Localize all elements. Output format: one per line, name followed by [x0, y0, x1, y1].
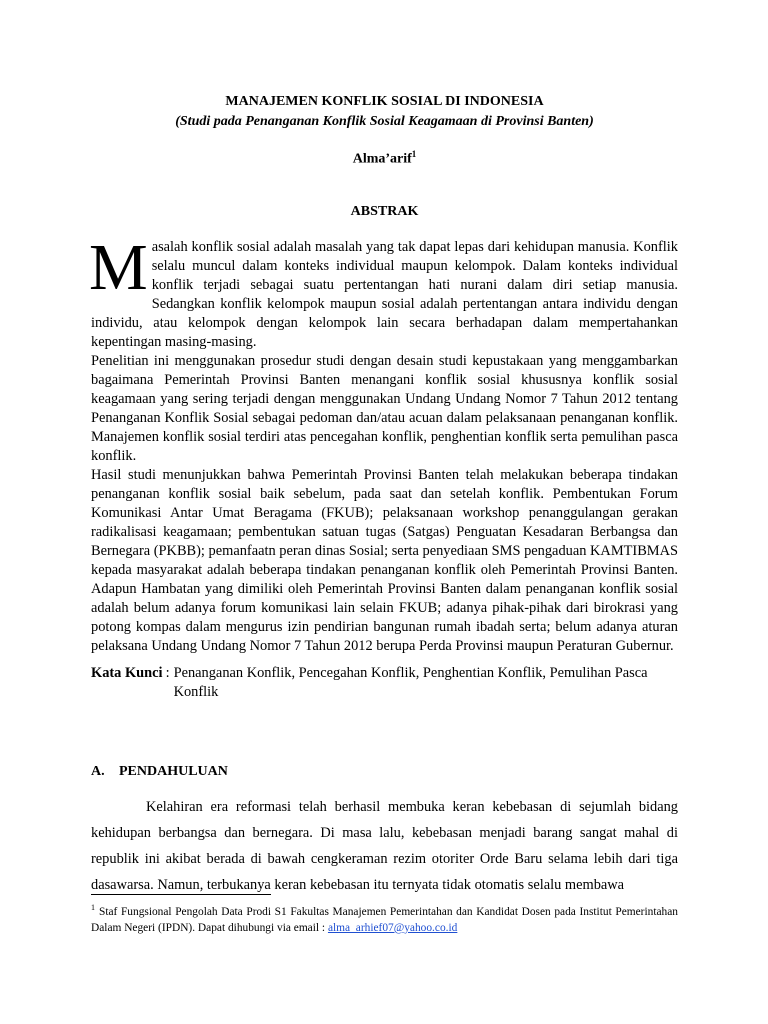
drop-cap: M	[89, 230, 148, 304]
keywords-separator: :	[165, 664, 170, 681]
abstract-paragraph-text: asalah konflik sosial adalah masalah yang tak dapat lepas dari kehidupan manusia. Konflik selalu muncul dalam konteks individual maupun kelompok. Dalam konteks individual konflik terjadi sebagai suatu pertentangan hati nurani dalam diri setiap manusia. Sedangkan konflik kelompok maupun sosial adalah pertentangan antara individu dengan individu, atau kelompok dengan kelompok lain secara berhadapan dalam mempertahankan kepentingan masing-masing.	[91, 238, 678, 350]
introduction-paragraph: Kelahiran era reformasi telah berhasil membuka keran kebebasan di sejumlah bidang kehidupan berbangsa dan bernegara. Di masa lalu, kebebasan menjadi barang sangat mahal di republik ini akibat berada di bawah cengkeraman rezim otoriter Orde Baru selama lebih dari tiga dasawarsa. Namun, terbukanya keran kebebasan itu ternyata tidak otomatis selalu membawa	[91, 798, 678, 893]
author-name	[91, 149, 678, 168]
section-number: A.	[91, 763, 105, 779]
keywords	[91, 664, 678, 702]
abstract-paragraph	[89, 230, 678, 352]
paper-subtitle: (Studi pada Penanganan Konflik Sosial Keagamaan di Provinsi Banten)	[175, 114, 594, 129]
author-text: Alma’arif	[352, 151, 412, 167]
author-footnote-mark: 1	[411, 149, 417, 159]
footnote-text: Staf Fungsional Pengolah Data Prodi S1 Fakultas Manajemen Pemerintahan dan Kandidat Dosen pada Institut Pemerintahan Dalam Negeri (IPDN). Dapat dihubungi via email :	[91, 905, 678, 934]
section-heading	[91, 764, 678, 780]
footnote-divider	[91, 894, 271, 895]
paper-title: MANAJEMEN KONFLIK SOSIAL DI INDONESIA	[225, 94, 544, 109]
footnote-mark: 1	[91, 903, 95, 912]
abstract-heading: ABSTRAK	[350, 203, 419, 219]
abstract-paragraph: Penelitian ini menggunakan prosedur studi dengan desain studi kepustakaan yang menggambarkan bagaimana Pemerintah Provinsi Banten menangani konflik sosial khususnya konflik sosial keagamaan yang sering terjadi dengan menggunakan Undang Undang Nomor 7 Tahun 2012 tentang Penanganan Konflik Sosial sebagai pedoman dan/atau acuan dalam pelaksanaan penanganan konflik. Manajemen konflik sosial terdiri atas pencegahan konflik, penghentian konflik serta pemulihan pasca konflik.	[91, 352, 678, 464]
abstract-body	[89, 230, 678, 656]
email-link[interactable]: alma_arhief07@yahoo.co.id	[327, 921, 458, 934]
footnote	[91, 900, 678, 936]
keywords-label: Kata Kunci	[91, 664, 163, 681]
page-content	[91, 92, 678, 898]
introduction-body	[91, 794, 678, 898]
section-title: PENDAHULUAN	[119, 763, 228, 779]
keywords-text: Penanganan Konflik, Pencegahan Konflik, Penghentian Konflik, Pemulihan Pasca Konflik	[173, 664, 648, 700]
abstract-paragraph: Hasil studi menunjukkan bahwa Pemerintah Provinsi Banten telah melakukan beberapa tindakan penanganan konflik sosial baik sebelum, pada saat dan setelah konflik. Pembentukan Forum Komunikasi Antar Umat Beragama (FKUB); pelaksanaan workshop penanggulangan gerakan radikalisasi keagamaan; pembentukan satuan tugas (Satgas) Penguatan Kesadaran Berbangsa dan Bernegara (PKBB); pemanfaatn peran dinas Sosial; serta penyediaan SMS pengaduan KAMTIBMAS kepada masyarakat adalah beberapa tindakan penanganan konflik oleh Pemerintah Provinsi Banten. Adapun Hambatan yang dimiliki oleh Pemerintah Provinsi Banten dalam penanganan konflik sosial adalah belum adanya forum komunikasi lain selain FKUB; adanya pihak-pihak dari birokrasi yang potong kompas dalam mengurus izin pendirian bangunan rumah ibadah serta; belum adanya aturan pelaksana Undang Undang Nomor 7 Tahun 2012 berupa Perda Provinsi maupun Peraturan Gubernur.	[91, 466, 678, 654]
